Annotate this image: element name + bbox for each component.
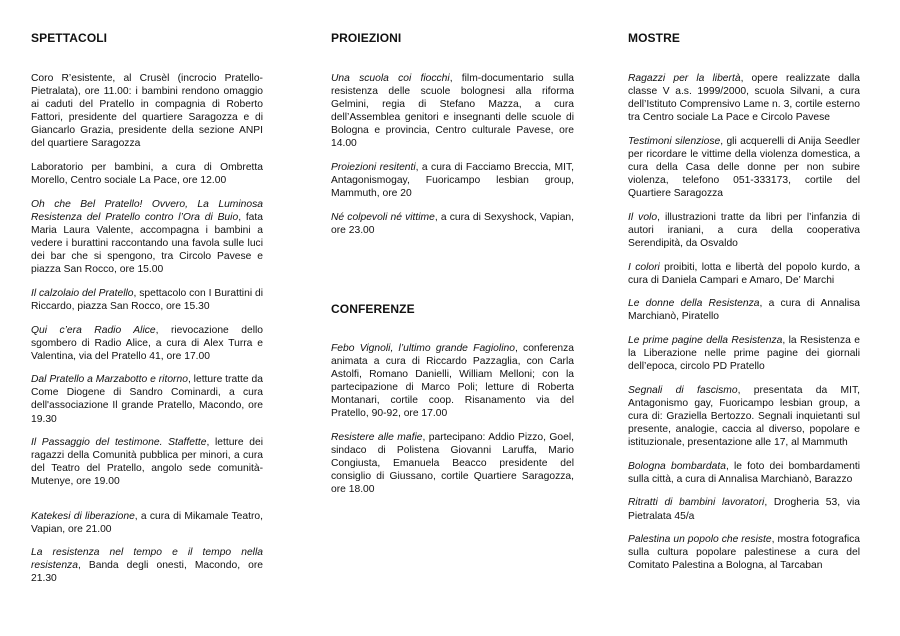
event-title: Il calzolaio del Pratello xyxy=(31,287,134,299)
event-details: , a cura di Annalisa Marchianò, Piratello xyxy=(628,298,860,323)
event-entry xyxy=(628,496,860,522)
event-details: , Banda degli onesti, Macondo, ore 21.30 xyxy=(31,560,263,585)
event-entry xyxy=(331,342,574,421)
event-title: Né colpevoli né vittime xyxy=(331,211,435,223)
event-details: , letture tratte da Come Diogene di Sandro Cominardi, a cura dell'associazione Il grande Pratello, Macondo, ore 19.30 xyxy=(31,374,263,425)
event-entry xyxy=(628,72,860,124)
event-title: Il volo xyxy=(628,211,658,223)
event-details: , presentata da MIT, Antagonismo gay, Fuoricampo lesbian group, a cura di: Graziella Bertozzo. Segnali inquietanti sul presente, analogie, caccia al diverso, popolare e istituzionale, presentazione alle 17, al Mammuth xyxy=(628,384,860,449)
event-details: , Drogheria 53, via Pietralata 45/a xyxy=(628,497,860,522)
event-title: Testimoni silenziose xyxy=(628,135,721,147)
event-entry xyxy=(31,198,263,277)
event-details: , film-documentario sulla resistenza delle scuole bolognesi alla riforma Gelmini, regia di Stefano Mazza, a cura dell’Assemblea genitori e insegnanti delle scuole di Bologna e provincia, Centro culturale Pavese, ore 14.00 xyxy=(331,73,575,150)
event-title: Palestina un popolo che resiste xyxy=(628,534,772,546)
event-title: Il Passaggio del testimone. Staffette xyxy=(31,437,207,449)
event-entry xyxy=(31,436,263,488)
event-details: , a cura di Mikamale Teatro, Vapian, ore 21.00 xyxy=(31,510,263,535)
event-details: , gli acquerelli di Anija Seedler per ricordare le vittime della violenza domestica, a cura della Casa delle donne per non subire violenza, telefono 051-333173, cortile del Quartiere Saragozza xyxy=(628,135,861,200)
event-details: , opere realizzate dalla classe V a.s. 1999/2000, scuola Silvani, a cura dell’Istituto Comprensivo Lame n. 3, cortile esterno tra Centro sociale La Pace e Circolo Pavese xyxy=(628,73,860,124)
event-details: Laboratorio per bambini, a cura di Ombretta Morello, Centro sociale La Pace, ore 12.00 xyxy=(31,162,263,187)
event-details: , conferenza animata a cura di Riccardo Pazzaglia, con Carla Astolfi, Romano Danielli, William Melloni; con la partecipazione di Marco Poli; letture di Roberta Montanari, cortile coop. Risanamento via del Pratello, 90-92, ore 17.00 xyxy=(331,343,575,420)
event-title: Proiezioni resitenti xyxy=(331,162,416,174)
event-entry xyxy=(628,261,860,287)
event-title: Katekesi di liberazione xyxy=(31,510,135,522)
event-title: Segnali di fascismo xyxy=(628,384,738,396)
event-entry xyxy=(31,510,263,536)
event-entry xyxy=(331,211,574,237)
section-heading-spettacoli: SPETTACOLI xyxy=(31,31,108,45)
event-details: , spettacolo con I Burattini di Riccardo, piazza San Rocco, ore 15.30 xyxy=(31,287,264,312)
event-entry xyxy=(331,161,574,200)
event-details: , a cura di Facciamo Breccia, MIT, Antagonismogay, Fuoricampo lesbian group, Mammuth, ore 20 xyxy=(331,162,574,200)
event-details: , rievocazione dello sgombero di Radio Alice, a cura di Alex Turra e Valentina, via del Pratello 41, ore 17.00 xyxy=(31,324,264,362)
event-entry xyxy=(628,135,860,200)
event-details: , le foto dei bombardamenti sulla città, a cura di Annalisa Marchianò, Barazzo xyxy=(628,460,861,485)
event-details: , fata Maria Laura Valente, accompagna i bambini a vedere i burattini raccontando una favola sulle luci dei bar che si spengono, tra Circolo Pavese e piazza San Rocco, ore 15.00 xyxy=(31,211,263,276)
event-details: , illustrazioni tratte da libri per l’infanzia di autori iraniani, a cura della cooperativa Serendipità, da Osvaldo xyxy=(628,211,860,250)
event-details: , a cura di Sexyshock, Vapian, ore 23.00 xyxy=(331,211,575,236)
event-entry xyxy=(628,384,860,449)
event-title: Le donne della Resistenza xyxy=(628,298,760,310)
event-details: proibiti, lotta e libertà del popolo kurdo, a cura di Daniela Campari e Amaro, De’ Marchi xyxy=(628,261,860,286)
event-title: Ritratti di bambini lavoratori xyxy=(628,497,765,509)
event-entry xyxy=(628,211,860,250)
event-title: Oh che Bel Pratello! Ovvero, La Luminosa Resistenza del Pratello contro l’Ora di Buio xyxy=(31,198,263,223)
event-entry xyxy=(31,324,263,363)
event-entry xyxy=(628,297,860,323)
event-details: , partecipano: Addio Pizzo, Goel, sindaco di Polistena Giovanni Laruffa, Mario Congiusta, Emanuela Beacco presidente del consiglio di Giussano, cortile Quartiere Saragozza, ore 18.00 xyxy=(331,432,574,496)
event-entry xyxy=(31,546,263,585)
event-entry xyxy=(31,373,263,425)
event-entry xyxy=(628,334,860,373)
event-entry xyxy=(31,287,263,313)
section-heading-mostre: MOSTRE xyxy=(628,31,680,45)
event-title: Una scuola coi fiocchi xyxy=(331,73,450,84)
event-title: La resistenza nel tempo e il tempo nella resistenza xyxy=(31,547,263,572)
event-entry xyxy=(331,72,574,151)
event-title: Febo Vignoli, l’ultimo grande Fagiolino xyxy=(331,343,515,354)
section-heading-conferenze: CONFERENZE xyxy=(331,302,415,316)
event-entry xyxy=(31,72,263,151)
section-heading-proiezioni: PROIEZIONI xyxy=(331,31,402,45)
event-details: , letture dei ragazzi della Comunità pubblica per minori, a cura del Teatro del Pratello, angolo sede comunità-Mutenye, ore 19.00 xyxy=(31,437,263,488)
event-details: Coro R’esistente, al Crusèl (incrocio Pratello-Pietralata), ore 11.00: i bambini rendono omaggio ai caduti del Pratello in compagnia di Roberto Fattori, presidente del quartiere Saragozza e di Giancarlo Grazia, presidente della sezione ANPI del quartiere Saragozza xyxy=(31,73,263,150)
event-title: Dal Pratello a Marzabotto e ritorno xyxy=(31,374,188,386)
event-entry xyxy=(331,431,574,496)
event-details: , la Resistenza e la Liberazione nelle prime pagine dei giornali dell’epoca, circolo PD Pratello xyxy=(628,335,860,373)
event-title: Ragazzi per la libertà xyxy=(628,73,741,84)
event-title: Qui c’era Radio Alice xyxy=(31,324,156,336)
event-title: Bologna bombardata xyxy=(628,460,726,472)
event-entry xyxy=(628,460,860,486)
event-entry xyxy=(628,533,860,572)
event-details: , mostra fotografica sulla cultura popolare palestinese a cura del Comitato Palestina a Bologna, al Tarcaban xyxy=(628,534,860,572)
event-entry xyxy=(31,161,263,187)
event-title: Le prime pagine della Resistenza xyxy=(628,335,783,346)
event-title: I colori xyxy=(628,261,660,273)
event-title: Resistere alle mafie xyxy=(331,432,423,444)
